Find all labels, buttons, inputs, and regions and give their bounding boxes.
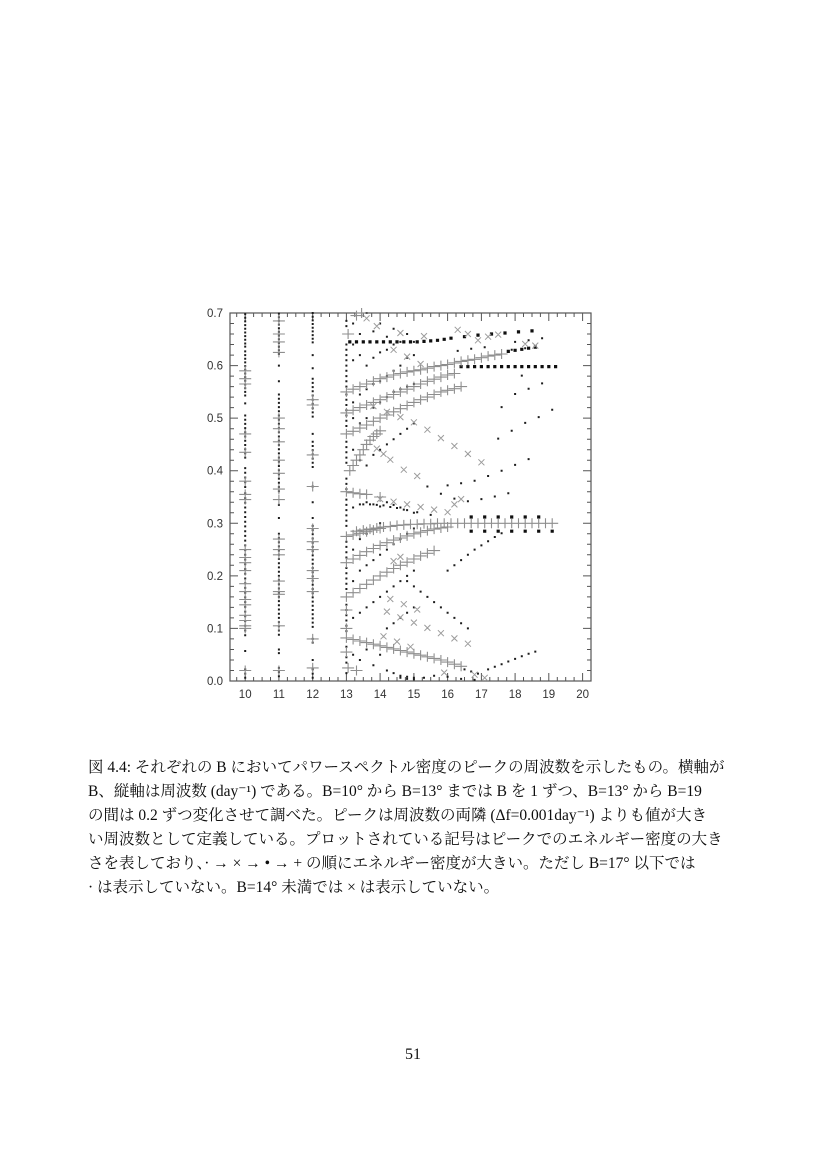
svg-text:0.4: 0.4 (207, 465, 223, 478)
svg-text:19: 19 (542, 689, 556, 701)
figure-4-4 (185, 298, 600, 713)
svg-text:0.0: 0.0 (207, 676, 223, 688)
caption-line: · は表示していない。B=14° 未満では × は表示していない。 (88, 879, 500, 896)
svg-text:0.7: 0.7 (207, 308, 223, 320)
svg-text:11: 11 (272, 689, 285, 701)
svg-text:0.3: 0.3 (207, 518, 223, 531)
psd-peak-plot (185, 298, 600, 710)
caption-line: 図 4.4: それぞれの B においてパワースペクトル密度のピークの周波数を示したもの。横軸が (88, 759, 725, 776)
svg-text:17: 17 (475, 689, 488, 701)
figure-caption (88, 756, 743, 900)
caption-line: の間は 0.2 ずつ変化させて調べた。ピークは周波数の両隣 (Δf=0.001day⁻¹) よりも値が大き (88, 807, 708, 824)
caption-line: さを表しており、· → × → • → + の順にエネルギー密度が大きい。ただし B=17° 以下では (88, 855, 696, 872)
caption-line: い周波数として定義している。プロットされている記号はピークでのエネルギー密度の大き (88, 831, 723, 848)
svg-text:12: 12 (306, 689, 320, 701)
svg-text:15: 15 (407, 689, 421, 701)
svg-text:0.5: 0.5 (207, 413, 223, 426)
svg-text:0.6: 0.6 (207, 360, 223, 373)
svg-text:16: 16 (441, 689, 454, 701)
page-number: 51 (405, 1046, 421, 1063)
svg-text:13: 13 (340, 689, 353, 701)
svg-text:20: 20 (576, 689, 589, 701)
svg-text:10: 10 (238, 689, 252, 701)
svg-text:0.2: 0.2 (207, 570, 223, 583)
caption-line: B、縦軸は周波数 (day⁻¹) である。B=10° から B=13° までは B を 1 ずつ、B=13° から B=19 (88, 783, 702, 800)
svg-text:14: 14 (373, 689, 387, 701)
svg-text:18: 18 (508, 689, 522, 701)
svg-text:0.1: 0.1 (207, 623, 223, 636)
